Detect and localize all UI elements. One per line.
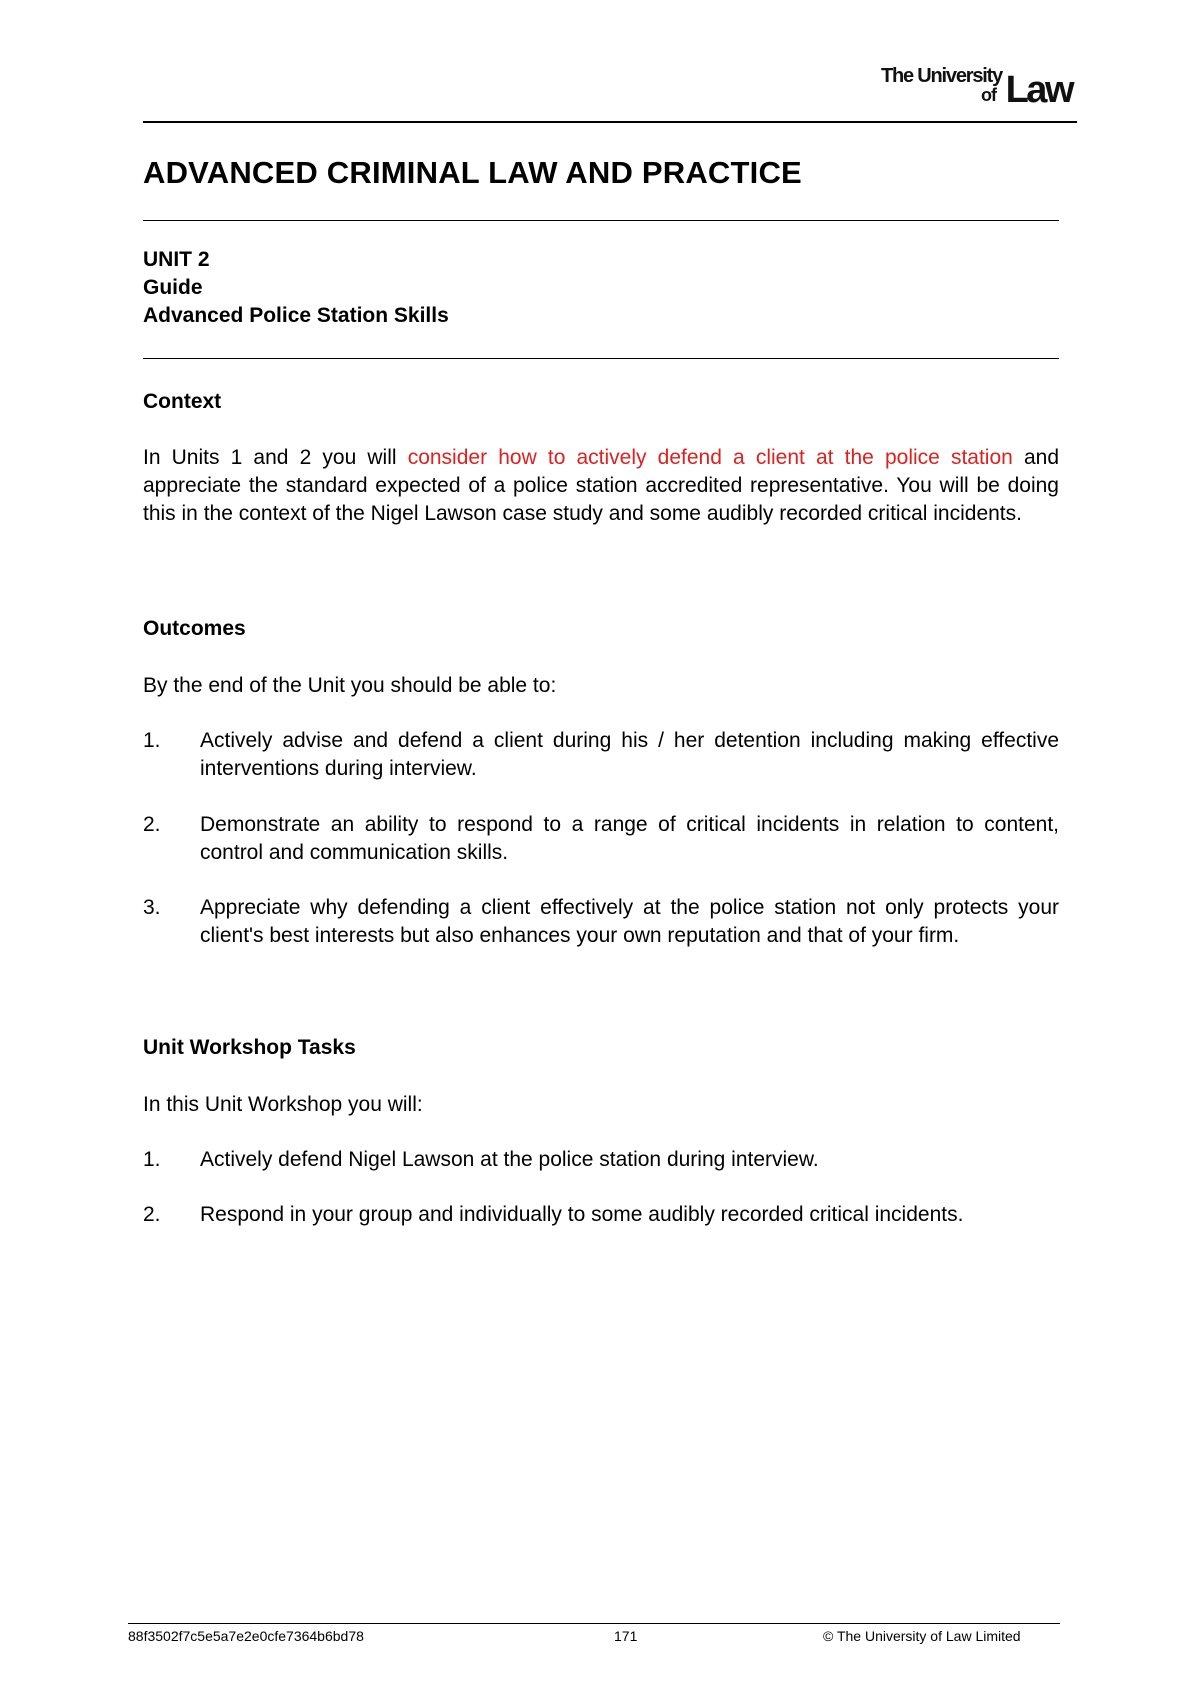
footer-page-number: 171 [614, 1628, 638, 1644]
university-of-law-logo [852, 65, 1072, 111]
workshop-heading: Unit Workshop Tasks [143, 1036, 356, 1059]
unit-subtitle: Advanced Police Station Skills [143, 304, 449, 327]
context-text: and appreciate the standard expected of a police station accredited representative. You will be doing this in the context of the Nigel Lawson case study and some audibly recorded critical incidents. [143, 446, 1059, 525]
logo-line-of: of [981, 85, 996, 105]
outcomes-heading: Outcomes [143, 617, 246, 640]
footer-rule [128, 1623, 1060, 1624]
unit-number: UNIT 2 [143, 248, 210, 271]
list-number: 2. [143, 1203, 161, 1226]
header-rule [143, 121, 1077, 123]
list-text: Actively advise and defend a client during his / her detention including making effective interventions during interview. [200, 729, 1059, 780]
context-highlight: consider how to actively defend a client at the police station [407, 446, 1013, 469]
divider-rule [143, 220, 1059, 221]
logo-line-the-university: The University [880, 65, 1002, 87]
logo-line-law: Law [1005, 69, 1072, 111]
unit-info [143, 246, 449, 330]
document-title: ADVANCED CRIMINAL LAW AND PRACTICE [143, 155, 802, 190]
unit-guide-label: Guide [143, 276, 203, 299]
outcome-item [143, 727, 1059, 783]
list-text: Appreciate why defending a client effectively at the police station not only protects your client's best interests but also enhances your own reputation and that of your firm. [200, 896, 1059, 947]
context-text: In Units 1 and 2 you will [143, 446, 408, 469]
outcome-item [143, 811, 1059, 867]
outcomes-intro: By the end of the Unit you should be able to: [143, 674, 557, 697]
list-number: 2. [143, 813, 161, 836]
context-heading: Context [143, 390, 222, 413]
list-text: Actively defend Nigel Lawson at the police station during interview. [200, 1148, 819, 1171]
footer-copyright: © The University of Law Limited [823, 1628, 1021, 1644]
outcome-item [143, 894, 1059, 950]
divider-rule [143, 358, 1059, 359]
list-number: 1. [143, 1148, 161, 1171]
list-number: 3. [143, 896, 161, 919]
workshop-intro: In this Unit Workshop you will: [143, 1093, 423, 1116]
list-text: Respond in your group and individually to some audibly recorded critical incidents. [200, 1203, 964, 1226]
footer-document-id: 88f3502f7c5e5a7e2e0cfe7364b6bd78 [128, 1628, 364, 1644]
list-number: 1. [143, 729, 161, 752]
list-text: Demonstrate an ability to respond to a range of critical incidents in relation to content, control and communication skills. [200, 813, 1059, 864]
workshop-item [143, 1146, 1059, 1174]
workshop-item [143, 1201, 1059, 1229]
context-paragraph [143, 444, 1059, 528]
